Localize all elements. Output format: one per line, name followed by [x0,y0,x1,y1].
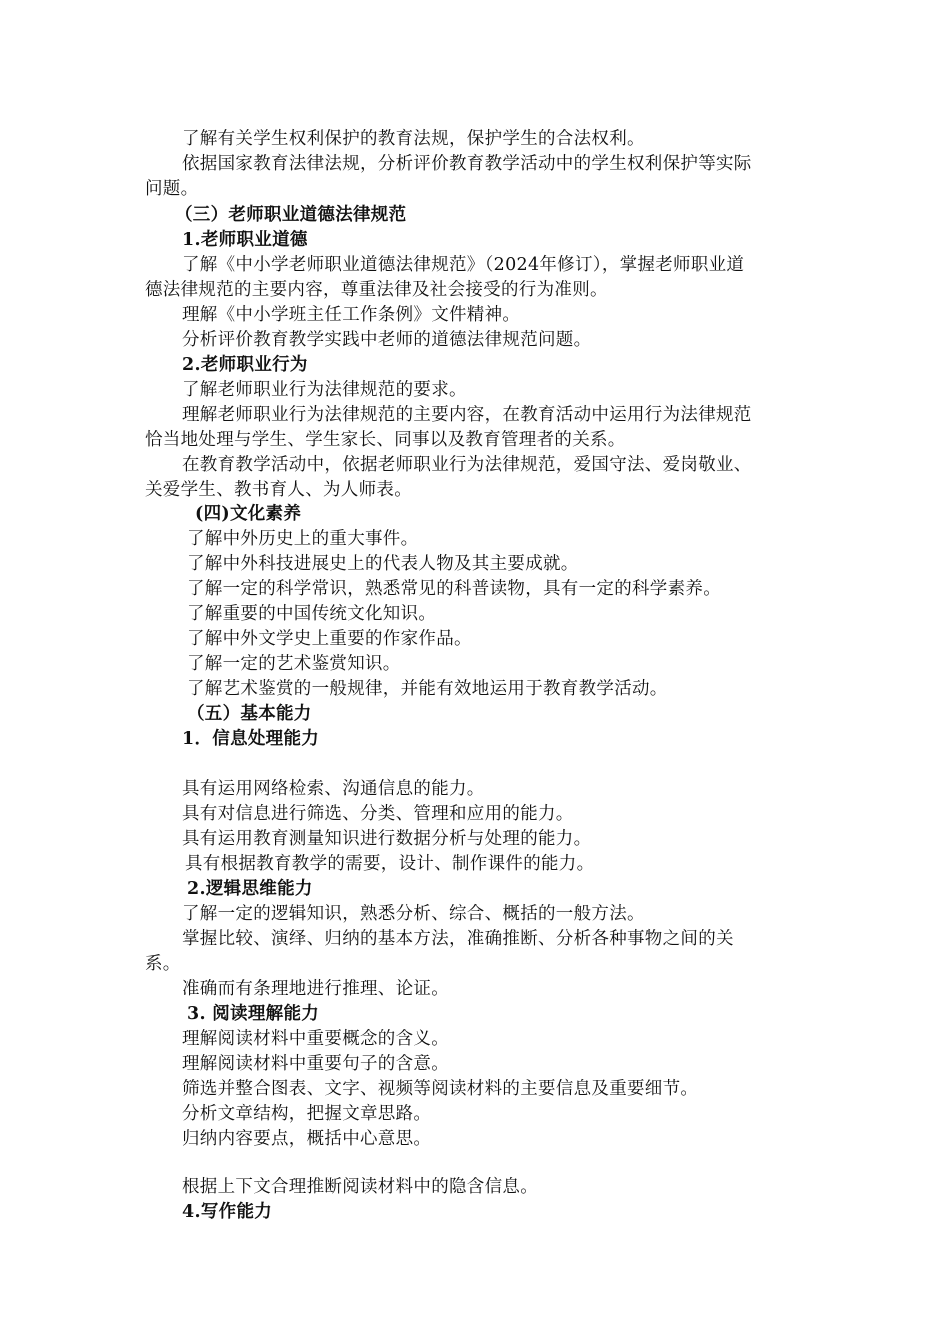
paragraph: 根据上下文合理推断阅读材料中的隐含信息。 [182,1177,538,1197]
subsection-heading: 2.逻辑思维能力 [187,879,313,899]
paragraph: 筛选并整合图表、文字、视频等阅读材料的主要信息及重要细节。 [182,1079,699,1099]
paragraph: 具有运用教育测量知识进行数据分析与处理的能力。 [182,829,592,849]
paragraph: 在教育教学活动中，依据老师职业行为法律规范，爱国守法、爱岗敬业、 [182,455,752,475]
paragraph: 了解一定的科学常识，熟悉常见的科普读物，具有一定的科学素养。 [187,579,721,599]
paragraph: 归纳内容要点，概括中心意思。 [182,1129,432,1149]
paragraph: 理解阅读材料中重要句子的含意。 [182,1054,449,1074]
paragraph: 理解阅读材料中重要概念的含义。 [182,1029,449,1049]
paragraph: 了解中外历史上的重大事件。 [187,529,419,549]
subsection-heading: 1.老师职业道德 [182,230,308,250]
subsection-heading: 2.老师职业行为 [182,355,308,375]
paragraph: 理解老师职业行为法律规范的主要内容，在教育活动中运用行为法律规范 [182,405,752,425]
paragraph: 分析文章结构，把握文章思路。 [182,1104,432,1124]
paragraph: 恰当地处理与学生、学生家长、同事以及教育管理者的关系。 [145,430,626,450]
paragraph: 问题。 [145,179,199,199]
paragraph: 了解一定的逻辑知识，熟悉分析、综合、概括的一般方法。 [182,904,645,924]
paragraph: 掌握比较、演绎、归纳的基本方法，准确推断、分析各种事物之间的关 [182,929,734,949]
paragraph: 具有根据教育教学的需要，设计、制作课件的能力。 [185,854,595,874]
subsection-heading: 3. 阅读理解能力 [187,1004,320,1024]
paragraph: 关爱学生、教书育人、为人师表。 [145,480,412,500]
paragraph: 德法律规范的主要内容，尊重法律及社会接受的行为准则。 [145,280,608,300]
section-heading: （三）老师职业道德法律规范 [175,205,407,225]
paragraph: 具有对信息进行筛选、分类、管理和应用的能力。 [182,804,574,824]
paragraph: 依据国家教育法律法规，分析评价教育教学活动中的学生权利保护等实际 [182,154,752,174]
paragraph: 分析评价教育教学实践中老师的道德法律规范问题。 [182,330,592,350]
paragraph: 具有运用网络检索、沟通信息的能力。 [182,779,485,799]
paragraph: 了解中外科技进展史上的代表人物及其主要成就。 [187,554,579,574]
section-heading: (四)文化素养 [195,504,302,524]
section-heading: （五）基本能力 [187,704,312,724]
paragraph: 了解《中小学老师职业道德法律规范》（2024年修订），掌握老师职业道 [182,255,745,275]
paragraph: 了解有关学生权利保护的教育法规，保护学生的合法权利。 [182,129,645,149]
paragraph: 了解艺术鉴赏的一般规律，并能有效地运用于教育教学活动。 [187,679,668,699]
paragraph: 系。 [145,954,181,974]
paragraph: 了解中外文学史上重要的作家作品。 [187,629,472,649]
paragraph: 了解重要的中国传统文化知识。 [187,604,437,624]
paragraph: 了解一定的艺术鉴赏知识。 [187,654,401,674]
paragraph: 了解老师职业行为法律规范的要求。 [182,380,467,400]
paragraph: 准确而有条理地进行推理、论证。 [182,979,449,999]
subsection-heading: 4.写作能力 [182,1202,273,1222]
paragraph: 理解《中小学班主任工作条例》文件精神。 [182,305,521,325]
subsection-heading: 1．信息处理能力 [182,729,320,749]
